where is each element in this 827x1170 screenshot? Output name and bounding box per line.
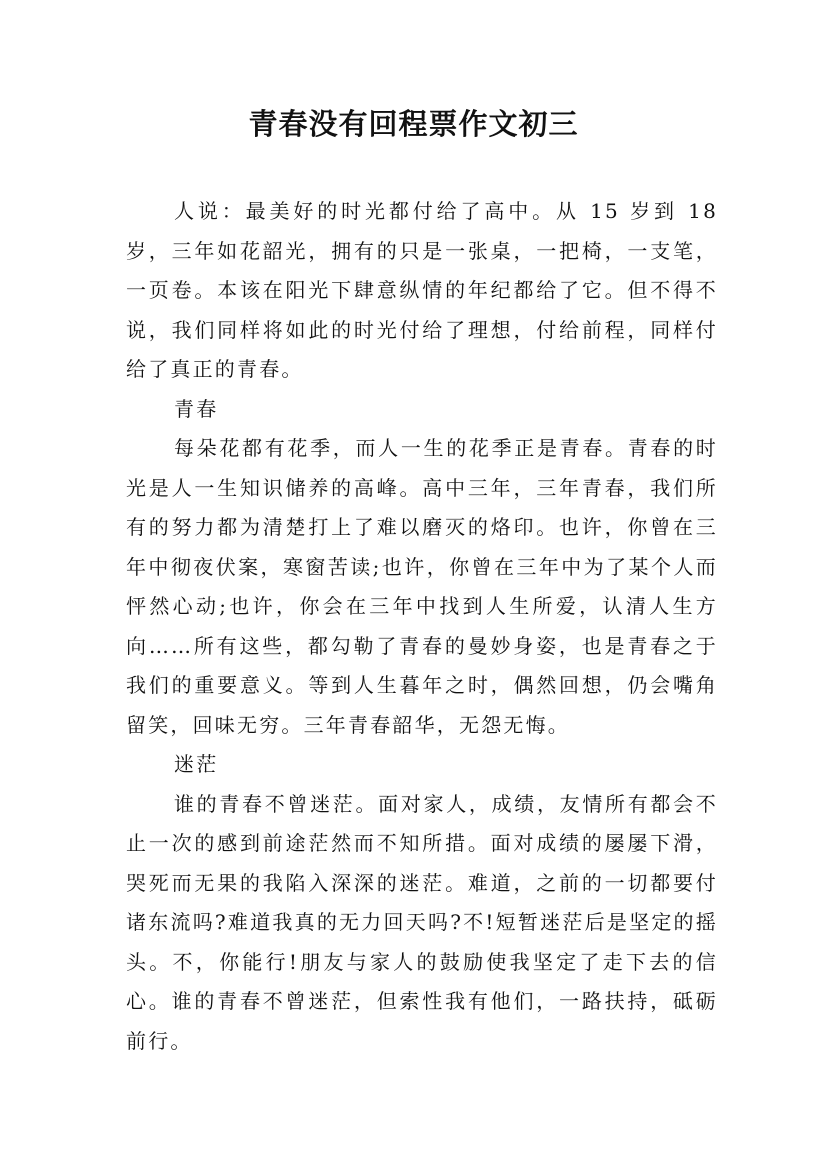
document-title: 青春没有回程票作文初三 bbox=[248, 107, 579, 141]
paragraph-youth: 每朵花都有花季，而人一生的花季正是青春。青春的时光是人一生知识储养的高峰。高中三年，三年青春，我们所有的努力都为清楚打上了难以磨灭的烙印。也许，你曾在三年中彻夜伏案，寒窗苦读;也许，你曾在三年中为了某个人而怦然心动;也许，你会在三年中找到人生所爱，认清人生方向……所有这些，都勾勒了青春的曼妙身姿，也是青春之于我们的重要意义。等到人生暮年之时，偶然回想，仍会嘴角留笑，回味无穷。三年青春韶华，无怨无悔。 bbox=[126, 436, 718, 737]
section-heading-confusion: 迷茫 bbox=[174, 752, 219, 776]
section-heading-youth: 青春 bbox=[174, 396, 219, 421]
document-body bbox=[126, 192, 718, 1061]
paragraph-intro: 人说：最美好的时光都付给了高中。从 15 岁到 18 岁，三年如花韶光，拥有的只是一张桌，一把椅，一支笔，一页卷。本该在阳光下肆意纵情的年纪都给了它。但不得不说，我们同样将如此的时光付给了理想，付给前程，同样付给了真正的青春。 bbox=[126, 199, 718, 381]
paragraph-confusion: 谁的青春不曾迷茫。面对家人，成绩，友情所有都会不止一次的感到前途茫然而不知所措。面对成绩的屡屡下滑，哭死而无果的我陷入深深的迷茫。难道，之前的一切都要付诸东流吗?难道我真的无力回天吗?不!短暂迷茫后是坚定的摇头。不，你能行!朋友与家人的鼓励使我坚定了走下去的信心。谁的青春不曾迷茫，但索性我有他们，一路扶持，砥砺前行。 bbox=[126, 791, 718, 1053]
